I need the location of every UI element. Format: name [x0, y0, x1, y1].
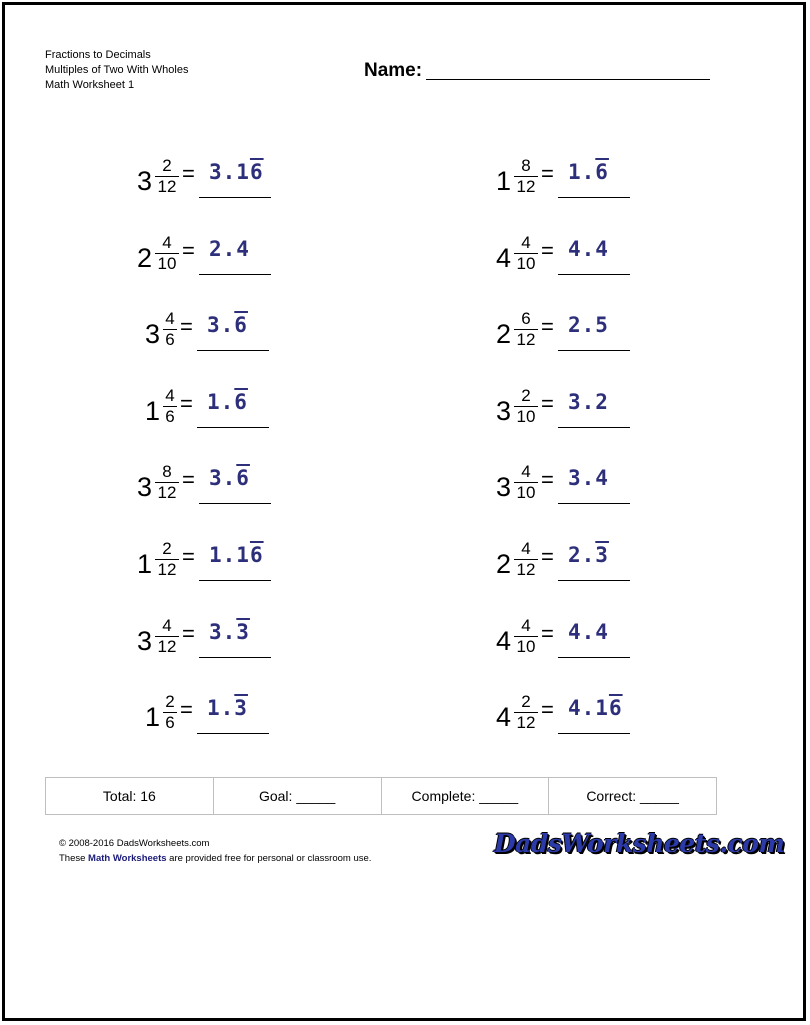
whole-number: 1 [496, 166, 512, 196]
repeating-digit: 3 [236, 619, 250, 644]
answer-line[interactable] [199, 197, 271, 198]
repeating-digit: 6 [234, 313, 248, 338]
answer-value [568, 315, 609, 336]
footer-note [59, 851, 371, 866]
score-goal[interactable]: Goal: _____ [214, 778, 382, 814]
worksheet-number: Math Worksheet 1 [45, 79, 135, 91]
denominator: 10 [516, 636, 536, 656]
numerator: 2 [162, 539, 172, 558]
numerator: 2 [521, 692, 531, 712]
answer-line[interactable] [199, 580, 271, 581]
answer-line[interactable] [199, 274, 271, 275]
answer-value [209, 545, 264, 566]
copyright-text: © 2008-2016 DadsWorksheets.com [59, 838, 210, 849]
whole-number: 1 [137, 549, 153, 579]
denominator: 10 [516, 483, 536, 503]
denominator: 12 [157, 177, 177, 196]
answer-line[interactable] [199, 657, 271, 658]
equals-sign: = [182, 544, 195, 569]
answer-value [207, 698, 248, 719]
answer-value [209, 619, 250, 644]
numerator: 2 [165, 692, 175, 712]
answer-line[interactable] [558, 427, 630, 428]
whole-number: 3 [145, 319, 161, 350]
whole-number: 2 [496, 549, 512, 579]
score-complete[interactable]: Complete: _____ [382, 778, 550, 814]
answer-line[interactable] [558, 274, 630, 275]
answer-value [568, 468, 609, 489]
numerator: 2 [521, 385, 531, 405]
equals-sign: = [541, 544, 554, 569]
whole-number: 3 [137, 166, 153, 196]
numerator: 8 [162, 462, 172, 482]
name-label: Name: [364, 60, 423, 81]
denominator: 10 [516, 406, 536, 426]
equals-sign: = [182, 237, 195, 263]
repeating-digit: 3 [595, 543, 609, 567]
answer-value [568, 545, 609, 566]
answer-digits: 4.4 [568, 236, 609, 261]
answer-line[interactable] [558, 350, 630, 351]
denominator: 10 [157, 253, 177, 273]
numerator: 2 [162, 156, 172, 175]
whole-number: 1 [145, 702, 161, 733]
answer-line[interactable] [197, 350, 269, 351]
answer-digits: 1. [207, 389, 235, 414]
numerator: 4 [521, 539, 531, 558]
denominator: 10 [516, 253, 536, 273]
numerator: 4 [521, 232, 531, 252]
problem-item [496, 234, 696, 294]
whole-number: 4 [496, 625, 512, 656]
problem-item [137, 157, 337, 217]
numerator: 8 [521, 156, 531, 175]
answer-digits: 3.2 [568, 389, 609, 414]
problem-item [145, 310, 345, 370]
whole-number: 3 [496, 395, 512, 426]
equals-sign: = [180, 390, 193, 416]
answer-digits: 2. [568, 543, 596, 567]
answer-digits: 3. [207, 313, 235, 338]
repeating-digit: 6 [595, 160, 609, 184]
score-correct[interactable]: Correct: _____ [586, 788, 679, 804]
numerator: 4 [521, 462, 531, 482]
score-box [45, 777, 717, 815]
math-worksheets-link[interactable]: Math Worksheets [88, 853, 167, 864]
denominator: 6 [165, 330, 175, 350]
footer-note-post: are provided free for personal or classroom use. [166, 853, 372, 864]
answer-digits: 4.1 [568, 696, 609, 721]
equals-sign: = [541, 161, 554, 186]
score-total: Total: 16 [46, 778, 214, 814]
numerator: 4 [162, 232, 172, 252]
problem-item [145, 693, 345, 753]
answer-line[interactable] [558, 503, 630, 504]
repeating-digit: 6 [249, 543, 264, 567]
whole-number: 2 [137, 242, 153, 273]
numerator: 6 [521, 309, 531, 329]
answer-digits: 4.4 [568, 619, 609, 644]
answer-digits: 3. [209, 466, 237, 491]
equals-sign: = [182, 161, 195, 186]
equals-sign: = [182, 467, 195, 493]
repeating-digit: 3 [234, 696, 248, 721]
worksheet-title: Fractions to Decimals [45, 49, 151, 61]
answer-digits: 1. [207, 696, 235, 721]
answer-value [209, 468, 250, 489]
denominator: 6 [165, 713, 175, 733]
answer-digits: 3.4 [568, 466, 609, 491]
answer-value [207, 315, 248, 336]
problem-item [496, 387, 696, 447]
repeating-digit: 6 [608, 696, 623, 721]
denominator: 12 [516, 177, 536, 196]
answer-value [568, 236, 609, 261]
problem-item [137, 540, 337, 600]
denominator: 12 [157, 636, 177, 656]
answer-value [568, 162, 609, 183]
numerator: 4 [165, 385, 175, 405]
answer-digits: 1. [568, 160, 596, 184]
problem-item [137, 463, 337, 523]
numerator: 4 [165, 309, 175, 329]
answer-line[interactable] [558, 197, 630, 198]
answer-value [209, 162, 264, 183]
denominator: 12 [157, 560, 177, 579]
denominator: 12 [516, 560, 536, 579]
equals-sign: = [182, 620, 195, 646]
numerator: 4 [162, 615, 172, 635]
whole-number: 1 [145, 395, 161, 426]
answer-value [207, 389, 248, 414]
answer-digits: 3. [209, 619, 237, 644]
problem-item [496, 310, 696, 370]
worksheet-heading [45, 48, 188, 93]
answer-line[interactable] [197, 427, 269, 428]
problem-item [496, 693, 696, 753]
equals-sign: = [541, 314, 554, 340]
whole-number: 3 [137, 625, 153, 656]
name-field-line[interactable] [426, 79, 710, 80]
problem-item [496, 540, 696, 600]
problem-item [496, 157, 696, 217]
answer-value [209, 236, 250, 261]
footer-note-pre: These [59, 853, 89, 864]
answer-digits: 3.1 [209, 160, 250, 184]
equals-sign: = [541, 237, 554, 263]
repeating-digit: 6 [234, 389, 248, 414]
problem-item [496, 463, 696, 523]
equals-sign: = [541, 697, 554, 723]
answer-value [568, 389, 609, 414]
problem-item [137, 617, 337, 677]
denominator: 6 [165, 406, 175, 426]
dadsworksheets-logo[interactable]: DadsWorksheets.com [494, 829, 785, 858]
answer-value [568, 619, 609, 644]
answer-digits: 2.4 [209, 236, 250, 261]
answer-line[interactable] [197, 733, 269, 734]
whole-number: 4 [496, 242, 512, 273]
whole-number: 4 [496, 702, 512, 733]
denominator: 12 [516, 330, 536, 350]
answer-value [568, 698, 623, 719]
repeating-digit: 6 [236, 466, 250, 491]
footer [59, 836, 371, 866]
repeating-digit: 6 [249, 160, 264, 184]
whole-number: 3 [137, 472, 153, 503]
answer-line[interactable] [558, 657, 630, 658]
equals-sign: = [180, 697, 193, 723]
equals-sign: = [541, 620, 554, 646]
equals-sign: = [180, 314, 193, 340]
answer-digits: 1.1 [209, 543, 250, 567]
problem-item [137, 234, 337, 294]
answer-line[interactable] [558, 580, 630, 581]
denominator: 12 [157, 483, 177, 503]
equals-sign: = [541, 390, 554, 416]
denominator: 12 [516, 713, 536, 733]
answer-line[interactable] [199, 503, 271, 504]
equals-sign: = [541, 467, 554, 493]
problem-item [496, 617, 696, 677]
whole-number: 3 [496, 472, 512, 503]
answer-line[interactable] [558, 733, 630, 734]
answer-digits: 2.5 [568, 313, 609, 338]
numerator: 4 [521, 615, 531, 635]
whole-number: 2 [496, 319, 512, 350]
problem-item [145, 387, 345, 447]
worksheet-subtitle: Multiples of Two With Wholes [45, 64, 189, 76]
